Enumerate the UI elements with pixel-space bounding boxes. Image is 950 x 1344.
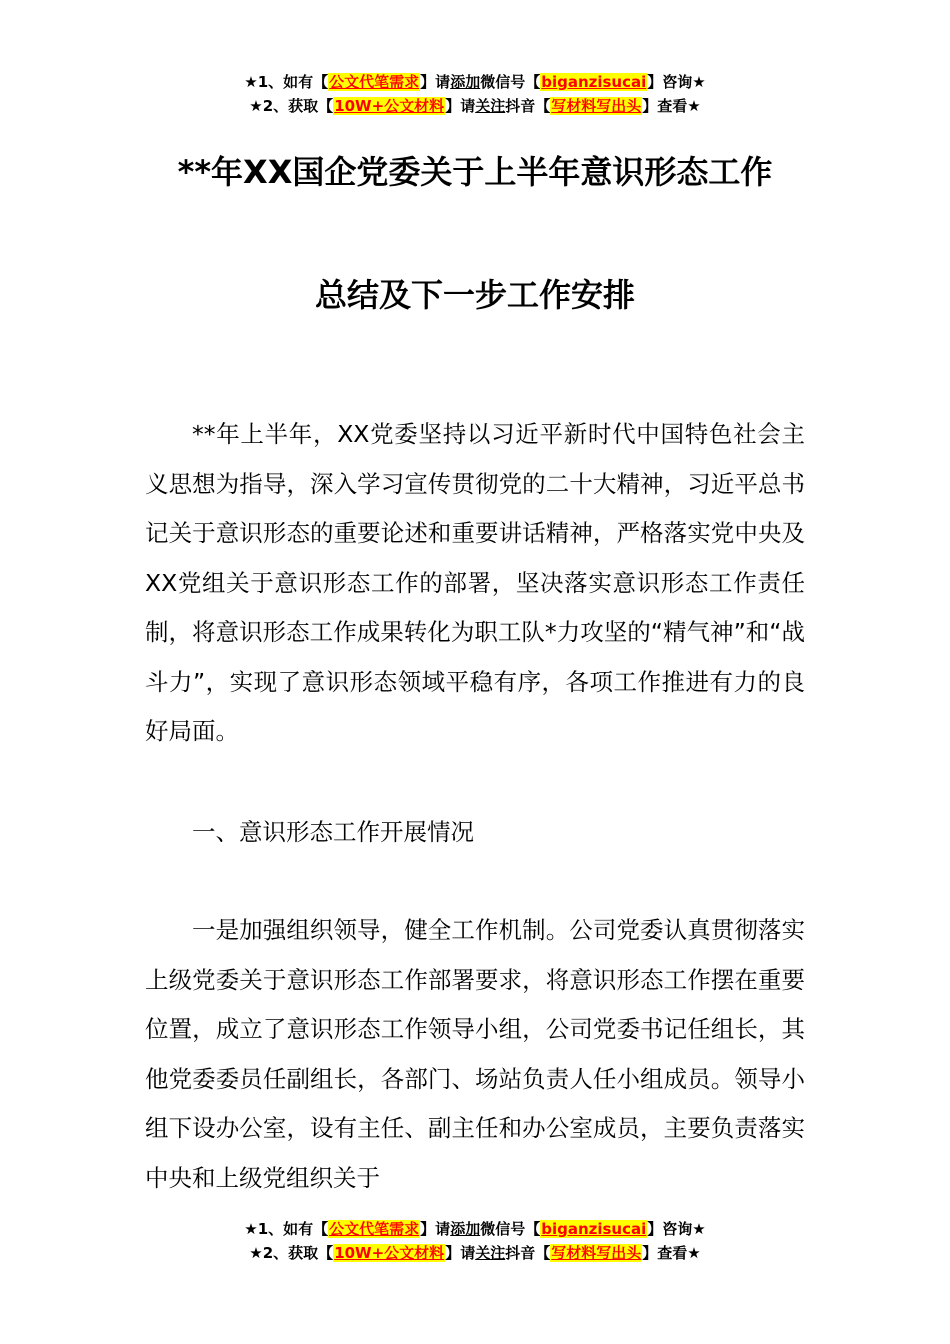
promo-text: ★2、获取【: [249, 1244, 334, 1262]
promo-underlined-text: 添加: [450, 73, 481, 91]
promo-underlined-text: 关注: [475, 97, 506, 115]
promo-highlight: 公文代笔需求: [329, 73, 420, 91]
promo-line-2: [0, 94, 950, 118]
intro-paragraph: **年上半年，XX党委坚持以习近平新时代中国特色社会主义思想为指导，深入学习宣传贯彻党的二十大精神，习近平总书记关于意识形态的重要论述和重要讲话精神，严格落实党中央及XX党组关于意识形态工作的部署，坚决落实意识形态工作责任制，将意识形态工作成果转化为职工队*力攻坚的“精气神”和“战斗力”，实现了意识形态领域平稳有序，各项工作推进有力的良好局面。: [145, 420, 805, 745]
promo-text: 微信号【: [480, 1220, 541, 1238]
promo-highlight: biganzisucai: [541, 73, 647, 91]
promo-text: 】请: [420, 73, 451, 91]
promo-text: 微信号【: [480, 73, 541, 91]
section-heading: 一、意识形态工作开展情况: [192, 818, 474, 846]
promo-text: ★2、获取【: [249, 97, 334, 115]
promo-line-1: [0, 1217, 950, 1241]
promo-text: ★1、如有【: [244, 1220, 329, 1238]
promo-text: 】请: [420, 1220, 451, 1238]
promo-line-2: [0, 1241, 950, 1265]
promo-banner-top: [0, 70, 950, 118]
promo-highlight: 10W+公文材料: [334, 97, 445, 115]
body-paragraph: 一是加强组织领导，健全工作机制。公司党委认真贯彻落实上级党委关于意识形态工作部署要求，将意识形态工作摆在重要位置，成立了意识形态工作领导小组，公司党委书记任组长，其他党委委员任副组长，各部门、场站负责人任小组成员。领导小组下设办公室，设有主任、副主任和办公室成员，主要负责落实中央和上级党组织关于: [145, 916, 805, 1192]
promo-underlined-text: 添加: [450, 1220, 481, 1238]
promo-highlight: 写材料写出头: [551, 1244, 642, 1262]
promo-text: 】请: [445, 1244, 476, 1262]
promo-text: 】查看★: [642, 1244, 701, 1262]
promo-highlight: 10W+公文材料: [334, 1244, 445, 1262]
promo-text: 】查看★: [642, 97, 701, 115]
promo-text: 抖音【: [505, 1244, 551, 1262]
promo-highlight: biganzisucai: [541, 1220, 647, 1238]
promo-text: 抖音【: [505, 97, 551, 115]
promo-text: 】咨询★: [647, 1220, 706, 1238]
document-title-line-1: **年XX国企党委关于上半年意识形态工作: [177, 153, 773, 191]
document-title-line-2: 总结及下一步工作安排: [314, 276, 635, 314]
promo-underlined-text: 关注: [475, 1244, 506, 1262]
promo-line-1: [0, 70, 950, 94]
promo-highlight: 公文代笔需求: [329, 1220, 420, 1238]
promo-text: ★1、如有【: [244, 73, 329, 91]
promo-text: 】请: [445, 97, 476, 115]
promo-banner-bottom: [0, 1217, 950, 1265]
promo-highlight: 写材料写出头: [551, 97, 642, 115]
promo-text: 】咨询★: [647, 73, 706, 91]
